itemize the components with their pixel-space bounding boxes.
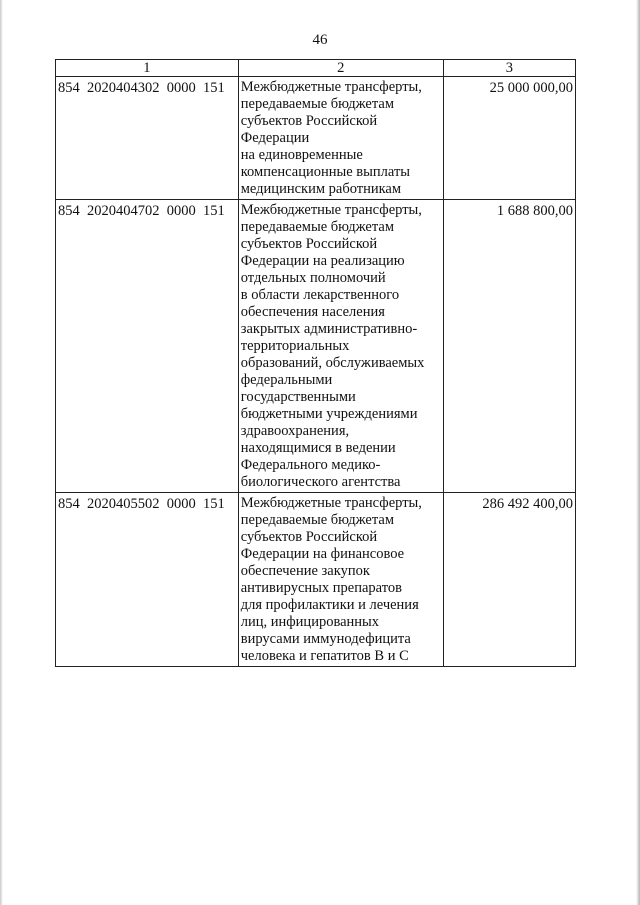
column-header-sum: 3 xyxy=(443,60,575,77)
transfer-name-line: человека и гепатитов В и С xyxy=(240,648,409,664)
page-edge-left xyxy=(0,0,3,905)
transfer-name-line: передаваемые бюджетам xyxy=(240,219,394,235)
page-edge-right xyxy=(636,0,640,905)
transfer-name-line: Федерального медико- xyxy=(240,457,381,473)
table-body xyxy=(56,77,576,667)
transfer-name-line: Федерации на финансовое xyxy=(240,546,405,562)
transfer-name-line: в области лекарственного xyxy=(240,287,400,303)
transfer-name-line: субъектов Российской xyxy=(240,236,378,252)
column-header-name: 2 xyxy=(238,60,443,77)
transfer-name-line: вирусами иммунодефицита xyxy=(240,631,411,647)
transfer-name-cell xyxy=(238,200,443,493)
transfer-name-line: субъектов Российской xyxy=(240,113,378,129)
transfer-name-line: обеспечение закупок xyxy=(240,563,370,579)
transfer-name-line: государственными xyxy=(240,389,356,405)
transfer-name-line: отдельных полномочий xyxy=(240,270,386,286)
transfer-name-line: субъектов Российской xyxy=(240,529,378,545)
transfer-name-line: территориальных xyxy=(240,338,350,354)
transfer-name-line: Межбюджетные трансферты, xyxy=(240,79,422,95)
transfer-name-line: Межбюджетные трансферты, xyxy=(240,202,422,218)
table-row xyxy=(56,493,576,667)
transfer-name-line: федеральными xyxy=(240,372,333,388)
table-header-row xyxy=(56,60,576,77)
table-row xyxy=(56,200,576,493)
transfer-name-line: на единовременные xyxy=(240,147,363,163)
transfer-name-line: Федерации xyxy=(240,130,310,146)
transfer-name-cell xyxy=(238,493,443,667)
table-row xyxy=(56,77,576,200)
budget-code-cell: 854 2020405502 0000 151 xyxy=(56,493,239,667)
transfer-name-line: Федерации на реализацию xyxy=(240,253,405,269)
transfer-name-line: здравоохранения, xyxy=(240,423,350,439)
transfer-name-line: лиц, инфицированных xyxy=(240,614,380,630)
transfer-name-line: бюджетными учреждениями xyxy=(240,406,418,422)
transfer-name-line: для профилактики и лечения xyxy=(240,597,419,613)
transfer-name-line: находящимися в ведении xyxy=(240,440,396,456)
transfer-name-line: образований, обслуживаемых xyxy=(240,355,425,371)
column-header-code: 1 xyxy=(56,60,239,77)
page-number: 46 xyxy=(312,32,328,48)
transfer-name-cell xyxy=(238,77,443,200)
amount-cell: 286 492 400,00 xyxy=(443,493,575,667)
transfer-name-line: передаваемые бюджетам xyxy=(240,96,394,112)
transfer-name-line: закрытых административно- xyxy=(240,321,418,337)
transfer-name-line: медицинским работникам xyxy=(240,181,402,197)
transfer-name-line: Межбюджетные трансферты, xyxy=(240,495,422,511)
transfer-name-line: антивирусных препаратов xyxy=(240,580,402,596)
budget-code-cell: 854 2020404702 0000 151 xyxy=(56,200,239,493)
transfer-name-line: компенсационные выплаты xyxy=(240,164,411,180)
transfer-name-line: биологического агентства xyxy=(240,474,401,490)
budget-table xyxy=(55,59,576,667)
amount-cell: 1 688 800,00 xyxy=(443,200,575,493)
budget-code-cell: 854 2020404302 0000 151 xyxy=(56,77,239,200)
amount-cell: 25 000 000,00 xyxy=(443,77,575,200)
transfer-name-line: обеспечения населения xyxy=(240,304,385,320)
transfer-name-line: передаваемые бюджетам xyxy=(240,512,394,528)
